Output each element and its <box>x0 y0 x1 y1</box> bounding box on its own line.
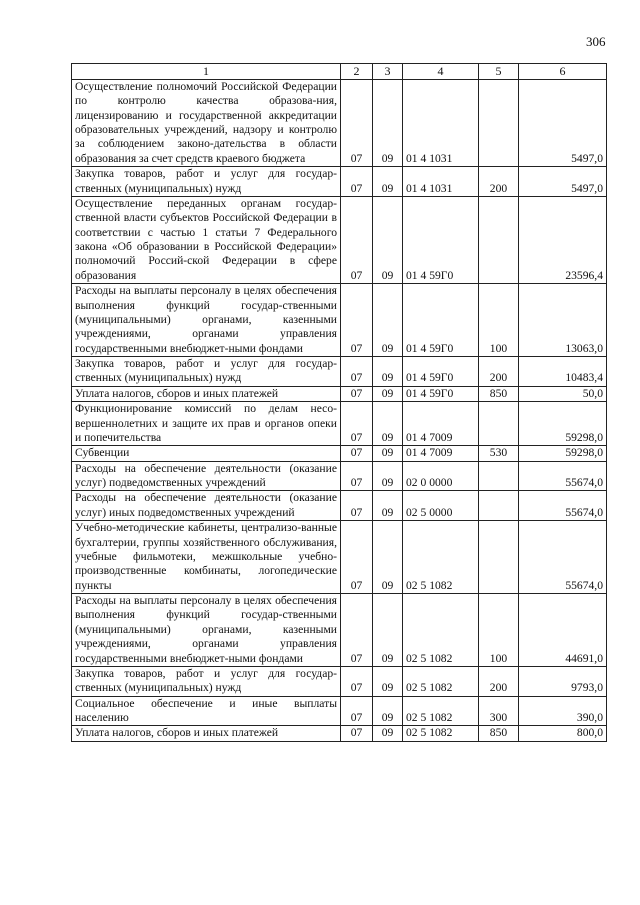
amount: 9793,0 <box>519 666 607 696</box>
expense-type-code <box>479 196 519 283</box>
amount: 55674,0 <box>519 461 607 491</box>
amount: 55674,0 <box>519 491 607 521</box>
expense-type-code <box>479 461 519 491</box>
table-row <box>72 666 607 696</box>
amount: 10483,4 <box>519 357 607 387</box>
item-description: Закупка товаров, работ и услуг для государ-ственных (муниципальных) нужд <box>72 357 341 387</box>
expense-type-code <box>479 402 519 446</box>
subsection-code: 09 <box>373 491 403 521</box>
section-code: 07 <box>341 666 373 696</box>
table-row <box>72 284 607 357</box>
expense-type-code <box>479 79 519 166</box>
column-header: 1 <box>72 64 341 80</box>
target-article-code: 02 0 0000 <box>403 461 479 491</box>
column-header: 4 <box>403 64 479 80</box>
item-description: Социальное обеспечение и иные выплаты населению <box>72 696 341 726</box>
expense-type-code <box>479 491 519 521</box>
item-description: Функционирование комиссий по делам несо-вершеннолетних и защите их прав и органов опеки и попечительства <box>72 402 341 446</box>
expense-type-code <box>479 521 519 594</box>
section-code: 07 <box>341 386 373 401</box>
subsection-code: 09 <box>373 666 403 696</box>
table-row <box>72 446 607 461</box>
subsection-code: 09 <box>373 446 403 461</box>
item-description: Расходы на обеспечение деятельности (оказание услуг) иных подведомственных учреждений <box>72 491 341 521</box>
item-description: Расходы на обеспечение деятельности (оказание услуг) подведомственных учреждений <box>72 461 341 491</box>
table-row <box>72 594 607 667</box>
section-code: 07 <box>341 461 373 491</box>
expense-type-code: 100 <box>479 284 519 357</box>
target-article-code: 02 5 1082 <box>403 696 479 726</box>
table-row <box>72 167 607 197</box>
amount: 5497,0 <box>519 79 607 166</box>
subsection-code: 09 <box>373 167 403 197</box>
amount: 23596,4 <box>519 196 607 283</box>
amount: 50,0 <box>519 386 607 401</box>
section-code: 07 <box>341 696 373 726</box>
section-code: 07 <box>341 357 373 387</box>
expense-type-code: 850 <box>479 726 519 741</box>
table-row <box>72 491 607 521</box>
section-code: 07 <box>341 167 373 197</box>
expense-type-code: 300 <box>479 696 519 726</box>
target-article-code: 01 4 7009 <box>403 402 479 446</box>
target-article-code: 01 4 59Г0 <box>403 284 479 357</box>
table-row <box>72 461 607 491</box>
table-row <box>72 726 607 741</box>
target-article-code: 02 5 1082 <box>403 521 479 594</box>
item-description: Закупка товаров, работ и услуг для государ-ственных (муниципальных) нужд <box>72 167 341 197</box>
section-code: 07 <box>341 79 373 166</box>
target-article-code: 01 4 1031 <box>403 167 479 197</box>
item-description: Осуществление полномочий Российской Федерации по контролю качества образова-ния, лицензированию и государственной аккредитации образовательных учреждений, надзору и контролю за соблюдением законо-дательства в области образования за счет средств краевого бюджета <box>72 79 341 166</box>
amount: 44691,0 <box>519 594 607 667</box>
item-description: Закупка товаров, работ и услуг для государ-ственных (муниципальных) нужд <box>72 666 341 696</box>
column-header: 3 <box>373 64 403 80</box>
column-header: 2 <box>341 64 373 80</box>
amount: 5497,0 <box>519 167 607 197</box>
item-description: Учебно-методические кабинеты, централизо-ванные бухгалтерии, группы хозяйственного обслуживания, учебные фильмотеки, межшкольные учебно-производственные комбинаты, логопедические пункты <box>72 521 341 594</box>
amount: 390,0 <box>519 696 607 726</box>
table-row <box>72 402 607 446</box>
section-code: 07 <box>341 726 373 741</box>
table-row <box>72 386 607 401</box>
target-article-code: 01 4 1031 <box>403 79 479 166</box>
item-description: Расходы на выплаты персоналу в целях обеспечения выполнения функций государ-ственными (муниципальными) органами, казенными учреждениями, органами управления государственными внебюджет-ными фондами <box>72 594 341 667</box>
target-article-code: 02 5 1082 <box>403 666 479 696</box>
column-header: 5 <box>479 64 519 80</box>
subsection-code: 09 <box>373 521 403 594</box>
section-code: 07 <box>341 491 373 521</box>
expense-type-code: 200 <box>479 666 519 696</box>
target-article-code: 01 4 7009 <box>403 446 479 461</box>
subsection-code: 09 <box>373 357 403 387</box>
subsection-code: 09 <box>373 284 403 357</box>
expense-type-code: 100 <box>479 594 519 667</box>
amount: 59298,0 <box>519 402 607 446</box>
expense-type-code: 850 <box>479 386 519 401</box>
table-row <box>72 196 607 283</box>
table-row <box>72 521 607 594</box>
amount: 13063,0 <box>519 284 607 357</box>
subsection-code: 09 <box>373 402 403 446</box>
item-description: Уплата налогов, сборов и иных платежей <box>72 386 341 401</box>
target-article-code: 01 4 59Г0 <box>403 357 479 387</box>
expense-type-code: 530 <box>479 446 519 461</box>
subsection-code: 09 <box>373 196 403 283</box>
expense-type-code: 200 <box>479 357 519 387</box>
target-article-code: 02 5 1082 <box>403 726 479 741</box>
table-row <box>72 696 607 726</box>
budget-table <box>71 63 607 742</box>
item-description: Субвенции <box>72 446 341 461</box>
subsection-code: 09 <box>373 594 403 667</box>
section-code: 07 <box>341 284 373 357</box>
section-code: 07 <box>341 402 373 446</box>
target-article-code: 01 4 59Г0 <box>403 196 479 283</box>
table-row <box>72 79 607 166</box>
column-header: 6 <box>519 64 607 80</box>
page-number: 306 <box>586 34 606 49</box>
subsection-code: 09 <box>373 79 403 166</box>
table-header-row <box>72 64 607 80</box>
section-code: 07 <box>341 521 373 594</box>
amount: 59298,0 <box>519 446 607 461</box>
table-row <box>72 357 607 387</box>
subsection-code: 09 <box>373 461 403 491</box>
target-article-code: 01 4 59Г0 <box>403 386 479 401</box>
subsection-code: 09 <box>373 696 403 726</box>
section-code: 07 <box>341 446 373 461</box>
expense-type-code: 200 <box>479 167 519 197</box>
section-code: 07 <box>341 594 373 667</box>
item-description: Уплата налогов, сборов и иных платежей <box>72 726 341 741</box>
target-article-code: 02 5 1082 <box>403 594 479 667</box>
subsection-code: 09 <box>373 386 403 401</box>
target-article-code: 02 5 0000 <box>403 491 479 521</box>
amount: 800,0 <box>519 726 607 741</box>
subsection-code: 09 <box>373 726 403 741</box>
section-code: 07 <box>341 196 373 283</box>
amount: 55674,0 <box>519 521 607 594</box>
item-description: Расходы на выплаты персоналу в целях обеспечения выполнения функций государ-ственными (муниципальными) органами, казенными учреждениями, органами управления государственными внебюджет-ными фондами <box>72 284 341 357</box>
item-description: Осуществление переданных органам государ-ственной власти субъектов Российской Федерации в соответствии с частью 1 статьи 7 Федерального закона «Об образовании в Российской Федерации» полномочий Россий-ской Федерации в сфере образования <box>72 196 341 283</box>
